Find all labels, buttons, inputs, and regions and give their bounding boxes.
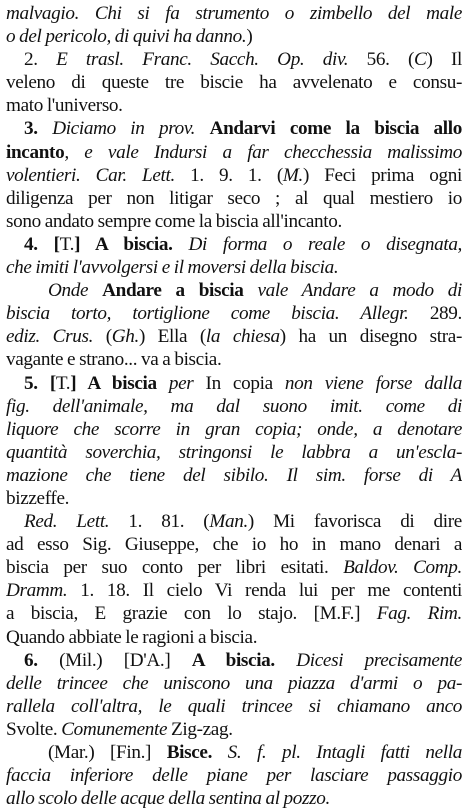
text-segment: 1. 18. Il cielo Vi renda lui per me contenti: [67, 580, 462, 602]
text-line: [6, 302, 462, 325]
italic-segment: Fag. Rim.: [376, 603, 462, 625]
italic-segment: S. f. pl. Intagli fatti nella: [227, 742, 462, 763]
text-line: [6, 556, 462, 579]
italic-segment: o del pericolo, di quivi ha danno.: [6, 26, 247, 48]
italic-segment: C: [414, 49, 427, 71]
text-line: [6, 256, 462, 279]
text-line: [6, 325, 462, 348]
text-line: [6, 579, 462, 602]
text-line: [6, 187, 462, 210]
italic-segment: Diciamo in prov.: [52, 118, 210, 140]
italic-segment: quantità soverchia, stringonsi le labbra a un'escla-: [6, 441, 462, 463]
text-segment: biscia per suo conto per libri esitati.: [6, 557, 344, 579]
text-segment: (: [93, 326, 112, 348]
italic-segment: volentieri. Car. Lett.: [6, 164, 175, 186]
text-segment: mato l'universo.: [6, 95, 123, 117]
italic-segment: faccia inferiore delle piane per lasciare passaggio: [6, 765, 462, 787]
bold-segment: Andare a biscia: [102, 280, 258, 302]
text-line: [6, 395, 462, 418]
text-line: [6, 487, 462, 510]
italic-segment: per: [168, 372, 206, 394]
text-segment: bizzeffe.: [6, 487, 70, 509]
text-segment: Zig-zag.: [171, 718, 233, 740]
bold-segment: Bisce.: [166, 742, 228, 763]
italic-segment: Dramm.: [6, 580, 68, 602]
text-segment: a biscia, E grazie con lo stajo. [M.F.]: [6, 603, 377, 625]
italic-segment: Di forma o reale o disegnata,: [188, 233, 462, 255]
text-line: [6, 71, 462, 94]
text-segment: Svolte.: [6, 718, 62, 740]
text-segment: (Mil.) [D'A.]: [59, 649, 192, 671]
italic-segment: mazione che tiene del sibilo. Il sim. forse di A: [6, 464, 462, 486]
italic-segment: Red. Lett.: [24, 511, 110, 533]
text-segment: 2.: [24, 49, 57, 71]
text-line: [6, 718, 462, 741]
italic-segment: fig. dell'animale, ma dal suono imit. come di: [6, 395, 462, 417]
text-segment: T.: [55, 372, 71, 394]
text-line: [6, 233, 462, 256]
text-line: [6, 533, 462, 556]
text-segment: veleno di queste tre biscie ha avvelenato e consu-: [6, 72, 462, 94]
text-line: [6, 48, 462, 71]
text-line: [6, 787, 462, 810]
text-segment: ): [246, 26, 253, 48]
text-line: [6, 510, 462, 533]
bold-segment: 3.: [24, 118, 53, 140]
text-segment: ad esso Sig. Giuseppe, che io ho in mano denari a: [6, 534, 462, 556]
italic-segment: ; onde, a denotare: [296, 418, 462, 440]
italic-segment: che imiti l'avvolgersi e il moversi della biscia.: [6, 257, 339, 279]
italic-segment: liquore che scorre in gran copia: [6, 418, 297, 440]
text-line: [6, 94, 462, 117]
text-line: [6, 441, 462, 464]
text-segment: ) ha un disegno stra-: [279, 326, 462, 348]
bold-segment: A biscia.: [191, 649, 297, 671]
bold-segment: 4. [: [24, 233, 60, 255]
text-segment: ) Il: [426, 49, 462, 71]
bold-segment: ] A biscia: [70, 372, 169, 394]
text-segment: 289.: [408, 303, 462, 325]
text-line: [6, 141, 462, 164]
text-line: [6, 210, 462, 233]
text-segment: T.: [59, 233, 75, 255]
text-segment: 56. (: [348, 49, 415, 71]
text-segment: ) Mi favorisca di dire: [247, 511, 462, 533]
text-line: [6, 418, 462, 441]
text-line: [6, 164, 462, 187]
bold-segment: 5. [: [24, 372, 56, 394]
italic-segment: rallela coll'altra, le quali trincee si chiamano anco: [6, 695, 462, 717]
text-segment: Quando abbiate le ragioni a biscia.: [6, 626, 258, 648]
italic-segment: ediz. Crus.: [6, 326, 94, 348]
italic-segment: Baldov. Comp.: [343, 557, 462, 579]
bold-segment: ] A biscia.: [74, 233, 189, 255]
italic-segment: E trasl. Franc. Sacch. Op. div.: [56, 49, 349, 71]
italic-segment: Comunemente: [61, 718, 171, 740]
bold-segment: incanto: [6, 141, 65, 163]
text-line: [6, 464, 462, 487]
text-segment: sono andato sempre come la biscia all'incanto.: [6, 210, 342, 232]
text-segment: vagante e strano... va a biscia.: [6, 349, 222, 371]
text-line: [6, 672, 462, 695]
italic-segment: non viene forse dalla: [284, 372, 462, 394]
italic-segment: allo scolo delle acque della sentina al pozzo.: [6, 788, 330, 810]
text-line: [6, 626, 462, 649]
text-line: [6, 279, 462, 302]
italic-segment: biscia torto, tortiglione come biscia. Allegr.: [6, 303, 409, 325]
text-line: [6, 764, 462, 787]
dictionary-entry-text: [6, 2, 462, 810]
italic-segment: malvagio. Chi si fa strumento o zimbello del male: [6, 3, 462, 24]
italic-segment: vale Andare a modo di: [257, 280, 462, 302]
text-line: [6, 117, 462, 140]
text-segment: ) Ella (: [138, 326, 206, 348]
text-line: [6, 741, 462, 764]
italic-segment: , e vale Indursi a far checchessia malissimo: [64, 141, 462, 163]
text-line: [6, 2, 462, 25]
bold-segment: Andarvi come la biscia allo: [209, 118, 462, 140]
text-line: [6, 372, 462, 395]
italic-segment: Man.: [209, 511, 248, 533]
text-segment: In copia: [205, 372, 285, 394]
text-segment: ) Feci prima ogni: [302, 164, 462, 186]
text-segment: diligenza per non litigar seco ; al qual mestiero io: [6, 187, 462, 209]
text-line: [6, 25, 462, 48]
text-line: [6, 695, 462, 718]
bold-segment: 6.: [24, 649, 60, 671]
text-line: [6, 348, 462, 371]
italic-segment: M.: [282, 164, 303, 186]
italic-segment: la chiesa: [205, 326, 280, 348]
text-segment: 1. 81. (: [109, 511, 210, 533]
italic-segment: delle trincee che uniscono una piazza d'armi o pa-: [6, 672, 462, 694]
italic-segment: Dicesi precisamente: [296, 649, 462, 671]
text-line: [6, 649, 462, 672]
text-line: [6, 602, 462, 625]
italic-segment: Onde: [48, 280, 103, 302]
italic-segment: Gh.: [111, 326, 139, 348]
text-segment: (Mar.) [Fin.]: [48, 742, 167, 763]
text-segment: 1. 9. 1. (: [174, 164, 283, 186]
